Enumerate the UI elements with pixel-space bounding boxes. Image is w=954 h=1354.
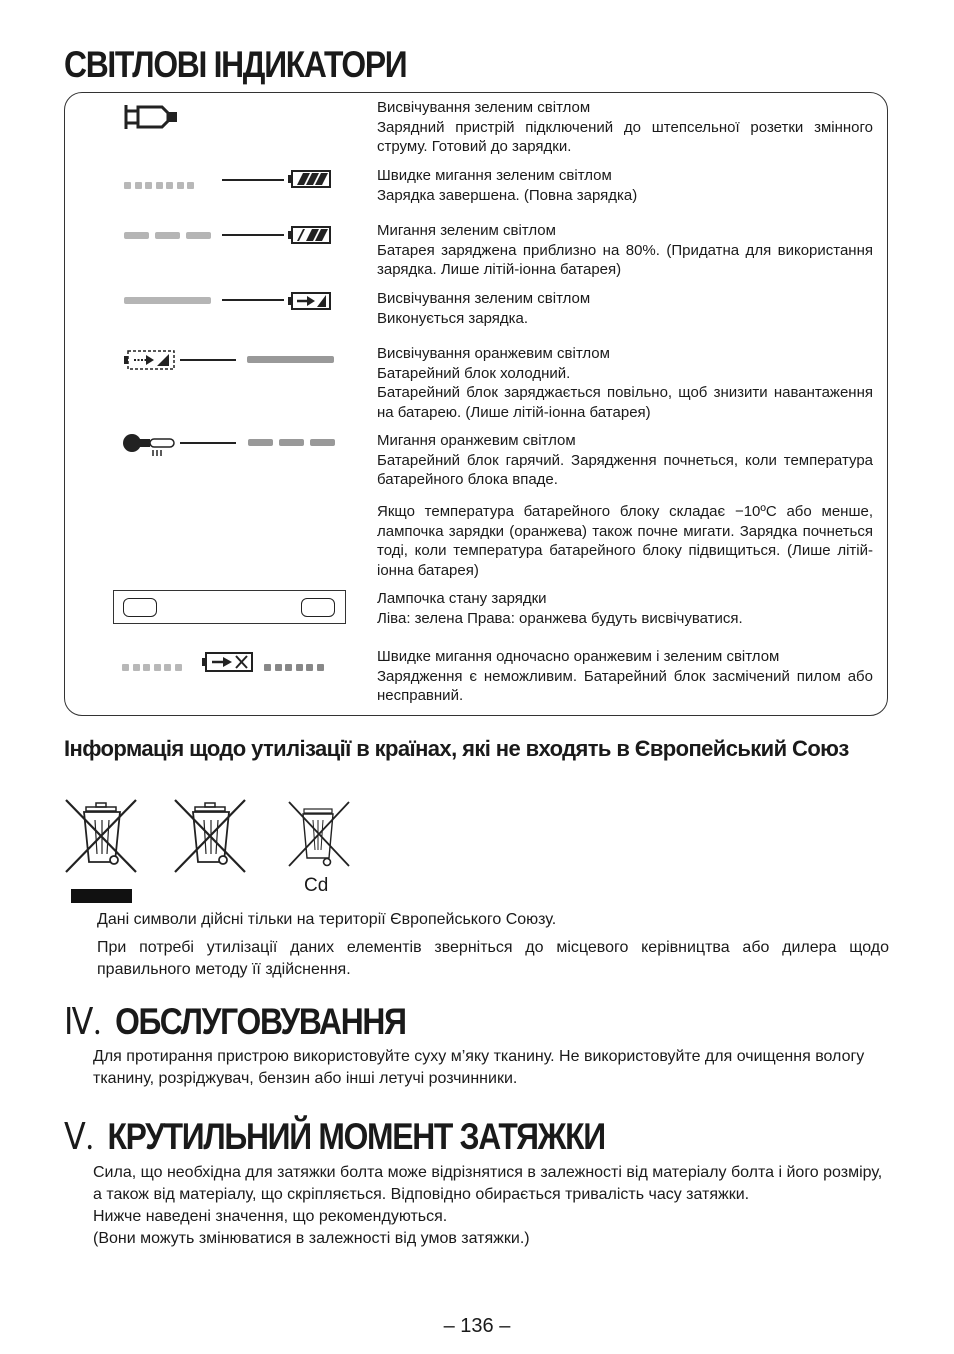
section-title: КРУТИЛЬНИЙ МОМЕНТ ЗАТЯЖКИ [107,1116,605,1157]
torque-heading [64,1118,605,1156]
plug-icon [124,102,180,132]
indicator-desc-4: Висвічування зеленим світлом Виконується зарядка. [377,290,591,327]
connector-line [222,299,284,301]
battery-80-icon [288,226,332,244]
blink-segment-orange [310,439,335,446]
connector-line [222,179,284,181]
maintenance-text: Для протирання пристрою використовуйте суху м’яку тканину. Не використовуйте для очищення вологу тканину, розріджувач, бензин або інші летучі розчинники. [93,1048,865,1087]
battery-cold-icon [124,350,176,370]
indicators-heading: СВІТЛОВІ ІНДИКАТОРИ [64,44,407,85]
disposal-text-2: При потребі утилізації даних елементів зверніться до місцевого керівництва або дилера щодо правильного методу її здійснення. [97,939,889,978]
blink-segment-orange [279,439,304,446]
indicator-desc-9: Швидке мигання одночасно оранжевим і зеленим світлом Зарядження є неможливим. Батарейний блок засмічений пилом або несправний. [377,648,873,704]
fast-blink-green [122,658,185,664]
indicator-desc-1: Висвічування зеленим світлом Зарядний пристрій підключений до штепсельної розетки змінного струму. Готовий до зарядки. [377,99,873,155]
blink-segment [155,232,180,239]
indicator-desc-7: Якщо температура батарейного блоку складає −10ºC або менше, лампочка зарядки (оранжева) також почне мигати. Зарядка почнеться тоді, коли температура батарейного блоку підвищиться. (Лише літій-іонна батарея) [377,503,873,579]
indicator-desc-2: Швидке мигання зеленим світлом Зарядка завершена. (Повна зарядка) [377,167,638,204]
charge-lamps-panel [113,590,346,624]
fast-blink-orange [264,658,327,664]
connector-line [222,234,284,236]
torque-text: Сила, що необхідна для затяжки болта може відрізнятися в залежності від матеріалу болта і його розміру, а також від матеріалу, що скріпляється. Відповідно обирається тривалість часу затяжки. Нижче наведені значення, що рекомендуються. (Вони можуть змінюватися в залежності від умов затяжки.) [93,1164,883,1247]
crossed-bin-icon [64,798,140,876]
indicator-desc-3: Мигання зеленим світлом Батарея заряджена приблизно на 80%. (Придатна для використання зарядка. Лише літій-іонна батарея) [377,222,873,278]
section-number: Ⅴ. [64,1117,94,1158]
indicator-desc-8: Лампочка стану зарядки Ліва: зелена Права: оранжева будуть висвічуватися. [377,590,743,627]
maintenance-heading [64,1003,406,1041]
battery-charging-icon [288,292,332,310]
section-number: Ⅳ. [64,1002,102,1043]
battery-full-icon [288,170,332,188]
crossed-bin-cd-icon [287,800,351,870]
thermometer-icon [122,432,178,458]
disposal-text-1: Дані символи дійсні тільки на території Європейського Союзу. [97,911,557,928]
lamp-left [123,598,157,617]
page-number: – 136 – [443,1315,511,1337]
black-bar [71,889,132,903]
disposal-heading: Інформація щодо утилізації в країнах, які не входять в Європейський Союз [64,736,849,761]
fast-blink-green [124,176,198,182]
steady-light-orange [247,356,334,363]
battery-error-icon [202,652,254,672]
indicator-desc-6: Мигання оранжевим світлом Батарейний блок гарячий. Зарядження почнеться, коли температура батарейного блока впаде. [377,432,873,488]
connector-line [180,359,236,361]
blink-segment-orange [248,439,273,446]
cd-label: Cd [304,875,329,896]
blink-segment [186,232,211,239]
steady-light [124,297,211,304]
connector-line [180,442,236,444]
lamp-right [301,598,335,617]
blink-segment [124,232,149,239]
section-title: ОБСЛУГОВУВАННЯ [115,1001,406,1042]
crossed-bin-icon [173,798,249,876]
indicator-desc-5: Висвічування оранжевим світлом Батарейний блок холодний. Батарейний блок заряджається повільно, щоб знизити навантаження на батарею. (Лише літій-іонна батарея) [377,345,873,421]
